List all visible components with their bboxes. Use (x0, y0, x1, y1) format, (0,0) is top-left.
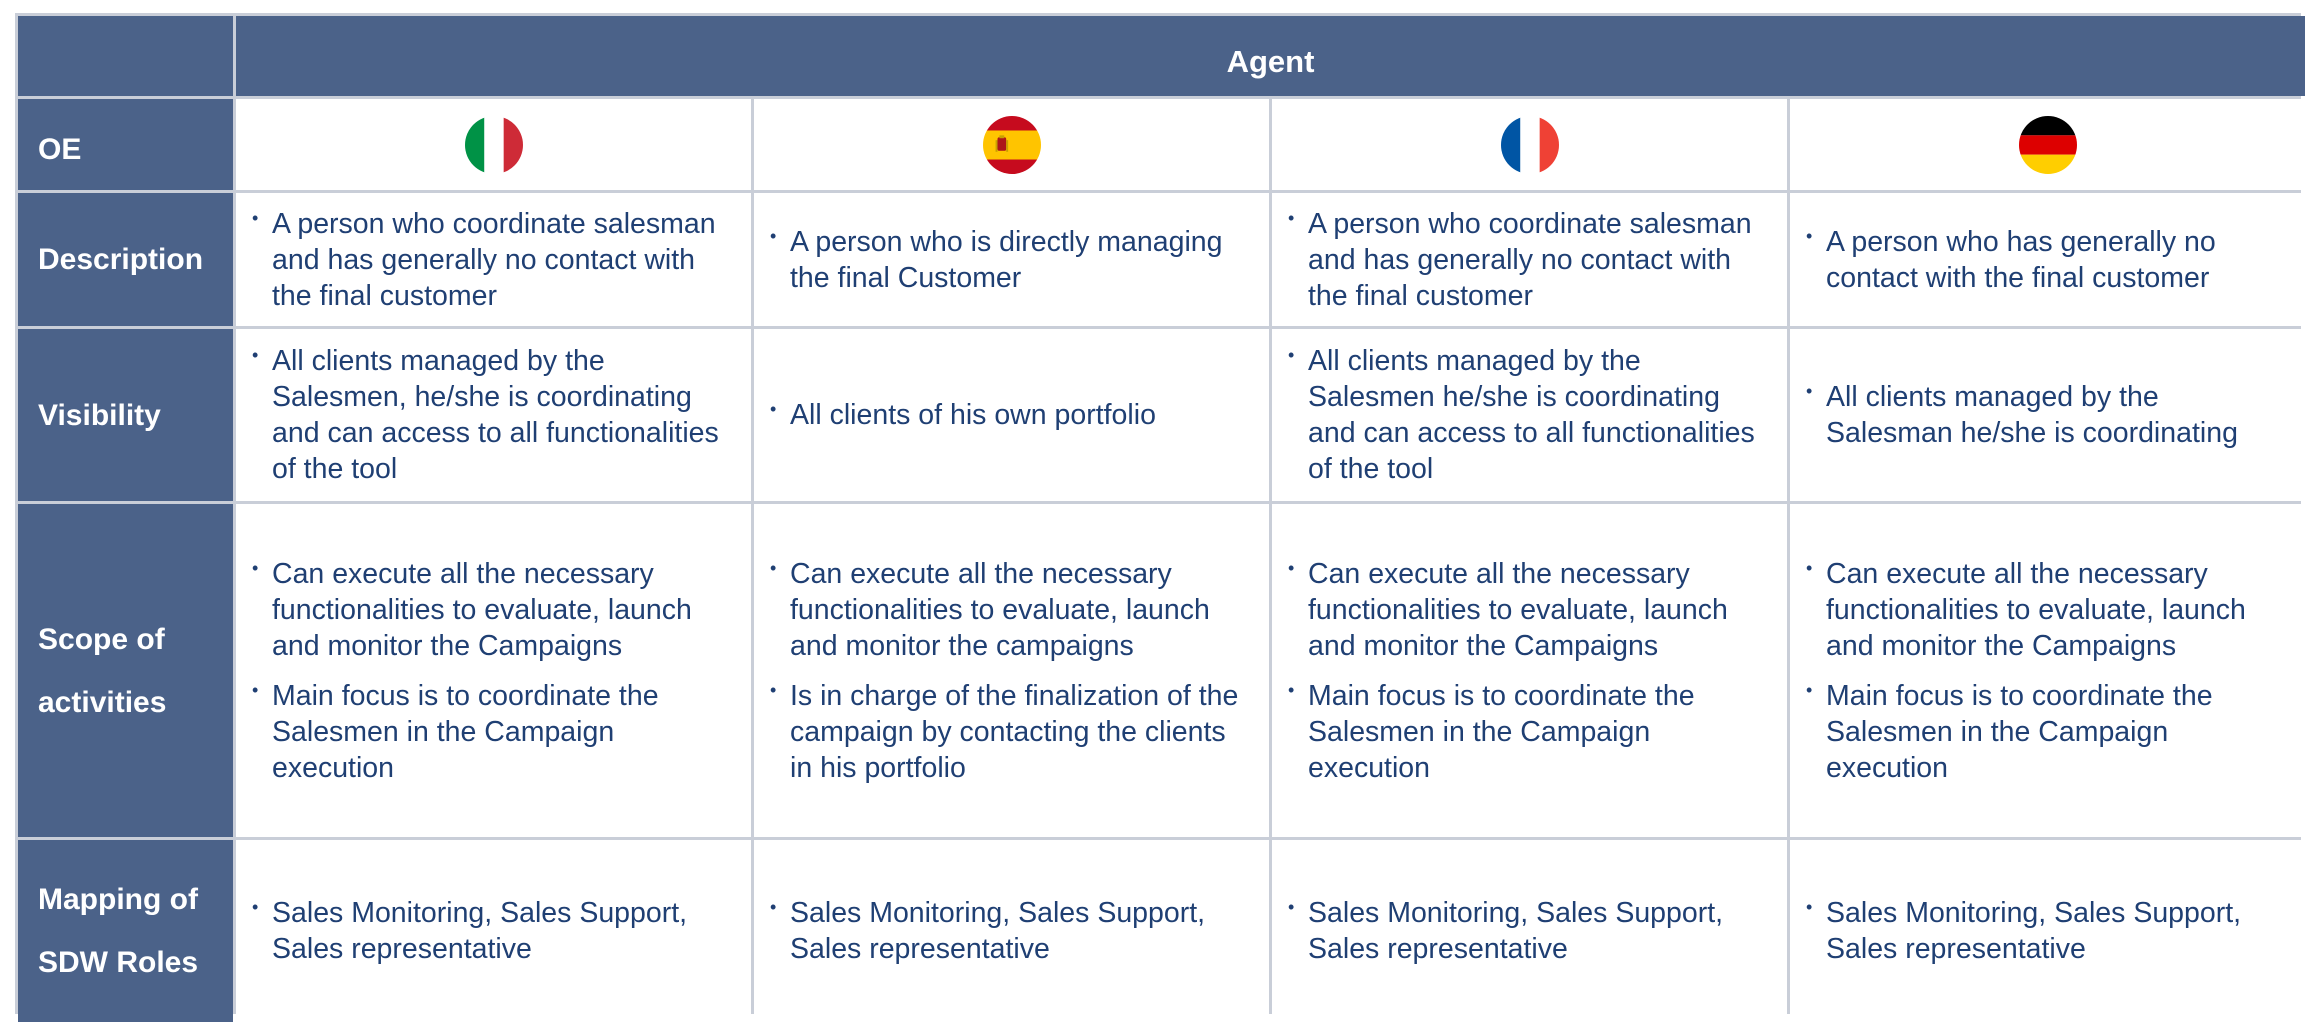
mapping-cell-italy (236, 840, 751, 1022)
list-item: • A person who coordinate salesman and has generally no contact with the final customer (252, 206, 733, 314)
list-item: • Main focus is to coordinate the Salesmen in the Campaign execution (1288, 678, 1769, 786)
agent-header: Agent (236, 16, 2305, 96)
scope-cell-germany (1790, 504, 2305, 837)
mapping-cell-france (1272, 840, 1787, 1022)
scope-cell-spain (754, 504, 1269, 837)
description-cell-spain (754, 193, 1269, 326)
list-item: • Can execute all the necessary functionalities to evaluate, launch and monitor the Campaigns (1806, 556, 2287, 664)
list-item: • Sales Monitoring, Sales Support, Sales representative (1806, 895, 2287, 967)
list-item: • All clients of his own portfolio (770, 397, 1251, 433)
row-label-mapping: Mapping of SDW Roles (18, 840, 233, 1022)
table-corner (18, 16, 233, 96)
visibility-cell-germany (1790, 329, 2305, 501)
flag-cell-italy (236, 99, 751, 190)
flag-cell-spain (754, 99, 1269, 190)
visibility-cell-italy (236, 329, 751, 501)
flag-cell-france (1272, 99, 1787, 190)
list-item: • Sales Monitoring, Sales Support, Sales representative (770, 895, 1251, 967)
list-item: • A person who coordinate salesman and has generally no contact with the final customer (1288, 206, 1769, 314)
list-item: • Main focus is to coordinate the Salesmen in the Campaign execution (1806, 678, 2287, 786)
mapping-cell-spain (754, 840, 1269, 1022)
france-flag-icon (1501, 116, 1559, 174)
list-item: • Can execute all the necessary functionalities to evaluate, launch and monitor the Campaigns (1288, 556, 1769, 664)
list-item: • Sales Monitoring, Sales Support, Sales representative (252, 895, 733, 967)
description-cell-france (1272, 193, 1787, 326)
description-cell-italy (236, 193, 751, 326)
mapping-cell-germany (1790, 840, 2305, 1022)
list-item: • Can execute all the necessary functionalities to evaluate, launch and monitor the Campaigns (252, 556, 733, 664)
row-label-oe: OE (18, 99, 233, 190)
list-item: • Can execute all the necessary functionalities to evaluate, launch and monitor the campaigns (770, 556, 1251, 664)
agent-roles-table (15, 13, 2301, 1014)
list-item: • A person who has generally no contact with the final customer (1806, 224, 2287, 296)
list-item: • All clients managed by the Salesmen he/she is coordinating and can access to all functionalities of the tool (1288, 343, 1769, 487)
list-item: • A person who is directly managing the final Customer (770, 224, 1251, 296)
scope-cell-france (1272, 504, 1787, 837)
italy-flag-icon (465, 116, 523, 174)
row-label-description: Description (18, 193, 233, 326)
row-label-scope: Scope of activities (18, 504, 233, 837)
list-item: • All clients managed by the Salesman he/she is coordinating (1806, 379, 2287, 451)
list-item: • Sales Monitoring, Sales Support, Sales representative (1288, 895, 1769, 967)
spain-flag-icon (983, 116, 1041, 174)
germany-flag-icon (2019, 116, 2077, 174)
list-item: • Is in charge of the finalization of the campaign by contacting the clients in his portfolio (770, 678, 1251, 786)
list-item: • All clients managed by the Salesmen, he/she is coordinating and can access to all functionalities of the tool (252, 343, 733, 487)
visibility-cell-spain (754, 329, 1269, 501)
flag-cell-germany (1790, 99, 2305, 190)
scope-cell-italy (236, 504, 751, 837)
list-item: • Main focus is to coordinate the Salesmen in the Campaign execution (252, 678, 733, 786)
description-cell-germany (1790, 193, 2305, 326)
visibility-cell-france (1272, 329, 1787, 501)
row-label-visibility: Visibility (18, 329, 233, 501)
